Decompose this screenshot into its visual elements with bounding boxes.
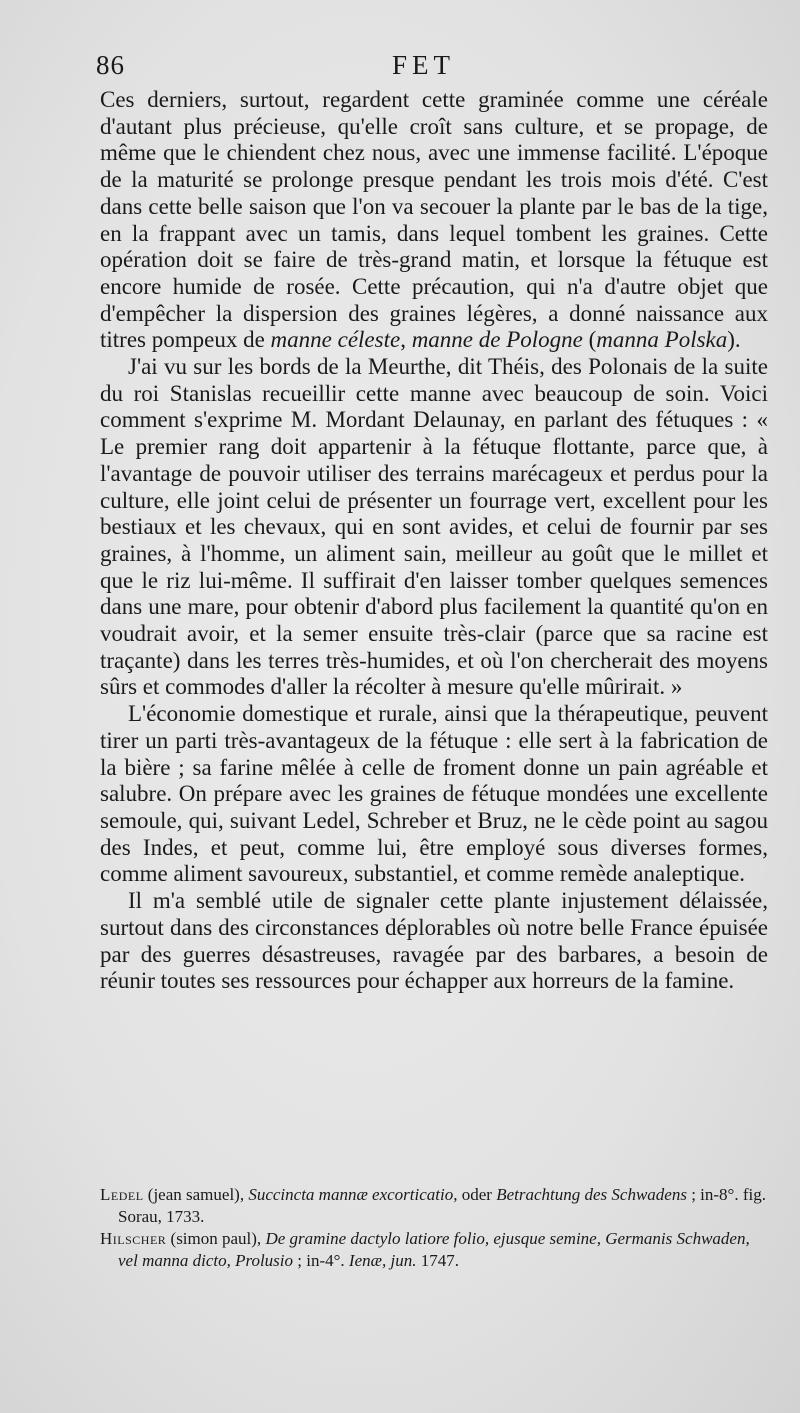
paragraph-3: L'économie domestique et rurale, ainsi que la thérapeutique, peuvent tirer un parti très-avantageux de la fétuque : elle sert à la fabrication de la bière ; sa farine mêlée à celle de froment donne un pain agréable et salubre. On prépare avec les graines de fétuque mondées une excellente semoule, qui, suivant Ledel, Schreber et Bruz, ne le cède point au sagou des Indes, et peut, comme lui, être employé sous diverses formes, comme aliment savoureux, substantiel, et comme remède analeptique. [100, 701, 768, 887]
bibliography-entry: Ledel (jean samuel), Succincta mannæ excorticatio, oder Betrachtung des Schwadens ; in-8°. fig. Sorau, 1733. [100, 1185, 766, 1226]
running-head: FET [392, 50, 456, 80]
work-title: Betrachtung des Schwadens [496, 1185, 687, 1204]
work-title: Succincta mannæ excorticatio [248, 1185, 454, 1204]
work-title: De gramine dactylo latiore folio, ejusque semine, Germanis Schwaden, vel manna dicto, Prolusio [118, 1229, 750, 1270]
italic-term: manna Polska [596, 327, 728, 353]
author-name: Ledel [100, 1185, 144, 1204]
bibliography-entry: Hilscher (simon paul), De gramine dactylo latiore folio, ejusque semine, Germanis Schwaden, vel manna dicto, Prolusio ; in-4°. Ienæ, jun. 1747. [100, 1229, 750, 1270]
italic-term: manne céleste [270, 327, 401, 353]
paragraph-2: J'ai vu sur les bords de la Meurthe, dit Théis, des Polonais de la suite du roi Stanislas recueillir cette manne avec beaucoup de soin. Voici comment s'exprime M. Mordant Delaunay, en parlant des fétuques : « Le premier rang doit appartenir à la fétuque flottante, parce que, à l'avantage de pouvoir utiliser des terrains marécageux et perdus pour la culture, elle joint celui de présenter un fourrage vert, excellent pour les bestiaux et les chevaux, qui en sont avides, et celui de fournir par ses graines, à l'homme, un aliment sain, meilleur au goût que le millet et que le riz lui-même. Il suffirait d'en laisser tomber quelques semences dans une mare, pour obtenir d'abord plus facilement la quantité qu'on en voudrait avoir, et la semer ensuite très-clair (parce que sa racine est traçante) dans les terres très-humides, et où l'on chercherait des moyens sûrs et commodes d'aller la récolter à mesure qu'elle mûrirait. » [100, 354, 768, 700]
work-title: Ienæ, jun. [348, 1251, 417, 1270]
page-header [96, 50, 708, 80]
author-name: Hilscher [100, 1229, 167, 1248]
paragraph-1: Ces derniers, surtout, regardent cette graminée comme une céréale d'autant plus précieuse, qu'elle croît sans culture, et se propage, de même que le chiendent chez nous, avec une immense facilité. L'époque de la maturité se prolonge presque pendant les trois mois d'été. C'est dans cette belle saison que l'on va secouer la plante par le bas de la tige, en la frappant avec un tamis, dans lequel tombent les graines. Cette opération doit se faire de très-grand matin, et lorsque la fétuque est encore humide de rosée. Cette précaution, qui n'a d'autre objet que d'empêcher la dispersion des graines légères, a donné naissance aux titres pompeux de manne céleste, manne de Pologne (manna Polska). [100, 87, 768, 353]
paragraph-4: Il m'a semblé utile de signaler cette plante injustement délaissée, surtout dans des circonstances déplorables où notre belle France épuisée par des guerres désastreuses, ravagée par des barbares, a besoin de réunir toutes ses ressources pour échapper aux horreurs de la famine. [100, 888, 768, 994]
page-number: 86 [96, 50, 125, 80]
bibliography [100, 1184, 768, 1272]
body-text [100, 87, 768, 995]
italic-term: manne de Pologne [411, 327, 583, 353]
